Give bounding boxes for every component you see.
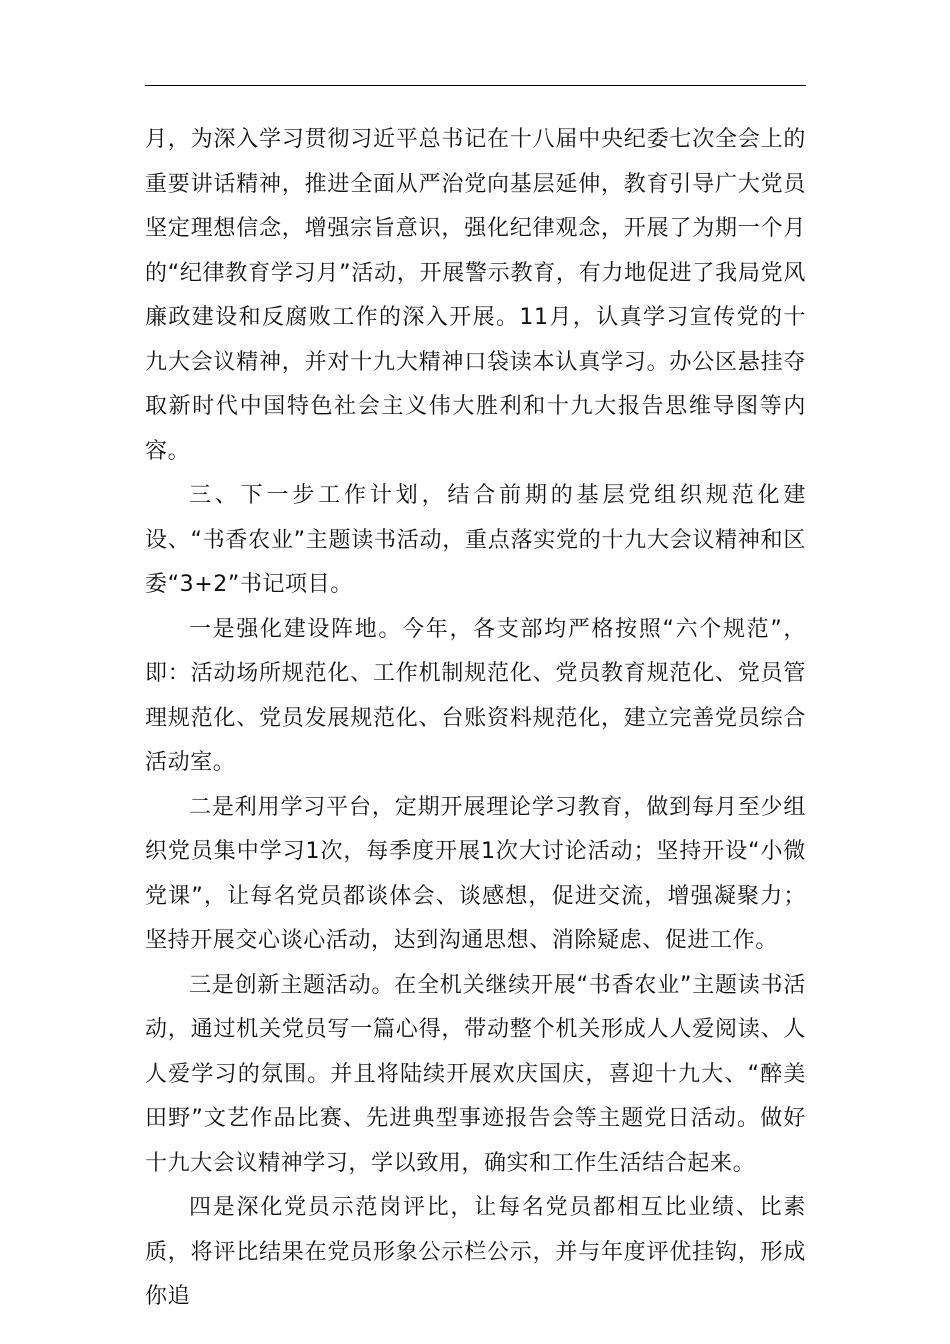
- paragraph-continuation: 月，为深入学习贯彻习近平总书记在十八届中央纪委七次全会上的重要讲话精神，推进全面从严治党向基层延伸，教育引导广大党员坚定理想信念，增强宗旨意识，强化纪律观念，开展了为期一个月的“纪律教育学习月”活动，开展警示教育，有力地促进了我局党风廉政建设和反腐败工作的深入开展。11月，认真学习宣传党的十九大会议精神，并对十九大精神口袋读本认真学习。办公区悬挂夺取新时代中国特色社会主义伟大胜利和十九大报告思维导图等内容。: [145, 127, 806, 464]
- document-body: [145, 118, 806, 1320]
- header-rule: [145, 85, 806, 86]
- paragraph-item-two: 二是利用学习平台，定期开展理论学习教育，做到每月至少组织党员集中学习1次，每季度开展1次大讨论活动；坚持开设“小微党课”，让每名党员都谈体会、谈感想，促进交流，增强凝聚力；坚持开展交心谈心活动，达到沟通思想、消除疑虑、促进工作。: [145, 794, 806, 953]
- paragraph-next-step-plan: 三、下一步工作计划，结合前期的基层党组织规范化建设、“书香农业”主题读书活动，重点落实党的十九大会议精神和区委“3+2”书记项目。: [145, 483, 806, 597]
- paragraph-item-four: 四是深化党员示范岗评比，让每名党员都相互比业绩、比素质，将评比结果在党员形象公示栏公示，并与年度评优挂钩，形成你追: [145, 1195, 806, 1309]
- paragraph-item-one: 一是强化建设阵地。今年，各支部均严格按照“六个规范”，即：活动场所规范化、工作机制规范化、党员教育规范化、党员管理规范化、党员发展规范化、台账资料规范化，建立完善党员综合活动室。: [145, 616, 806, 775]
- paragraph-item-three: 三是创新主题活动。在全机关继续开展“书香农业”主题读书活动，通过机关党员写一篇心得，带动整个机关形成人人爱阅读、人人爱学习的氛围。并且将陆续开展欢庆国庆，喜迎十九大、“醉美田野”文艺作品比赛、先进典型事迹报告会等主题党日活动。做好十九大会议精神学习，学以致用，确实和工作生活结合起来。: [145, 972, 806, 1176]
